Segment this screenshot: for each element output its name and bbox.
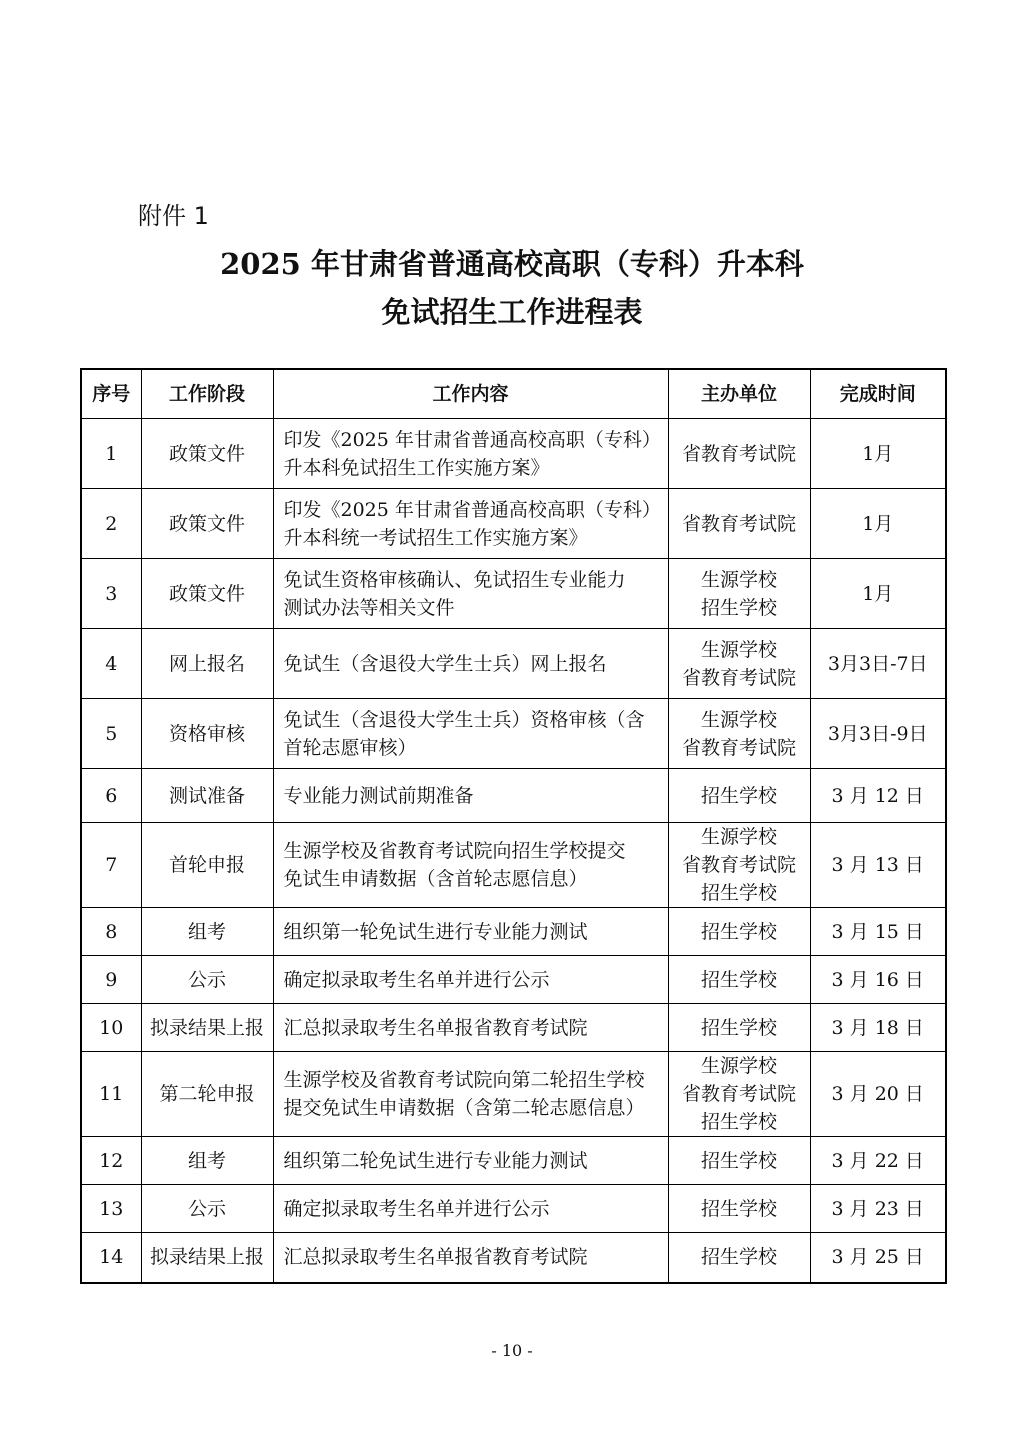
cell-no: 7 bbox=[81, 823, 141, 908]
cell-no: 12 bbox=[81, 1137, 141, 1185]
table-row bbox=[81, 1233, 946, 1283]
content-line: 免试生（含退役大学生士兵）网上报名 bbox=[283, 652, 607, 675]
table-row bbox=[81, 489, 946, 559]
cell-no: 10 bbox=[81, 1004, 141, 1052]
organizer-line: 招生学校 bbox=[700, 968, 777, 991]
cell-content bbox=[273, 1137, 668, 1185]
cell-organizer bbox=[668, 956, 810, 1004]
cell-deadline: 3 月 22 日 bbox=[810, 1137, 946, 1185]
cell-no: 5 bbox=[81, 699, 141, 769]
cell-content bbox=[273, 489, 668, 559]
header-organizer: 主办单位 bbox=[668, 369, 810, 419]
organizer-line: 省教育考试院 bbox=[681, 854, 796, 876]
cell-organizer bbox=[668, 1185, 810, 1233]
content-line: 汇总拟录取考生名单报省教育考试院 bbox=[283, 1016, 588, 1039]
cell-deadline: 1月 bbox=[810, 419, 946, 489]
table-row bbox=[81, 699, 946, 769]
organizer-line: 生源学校 bbox=[700, 638, 777, 661]
table-row bbox=[81, 1052, 946, 1137]
cell-content bbox=[273, 629, 668, 699]
table-row bbox=[81, 769, 946, 823]
cell-content bbox=[273, 769, 668, 823]
table-row bbox=[81, 823, 946, 908]
organizer-line: 招生学校 bbox=[700, 1149, 777, 1172]
cell-no: 8 bbox=[81, 908, 141, 956]
cell-organizer bbox=[668, 769, 810, 823]
title-line-2: 免试招生工作进程表 bbox=[381, 295, 643, 329]
organizer-line: 招生学校 bbox=[700, 1197, 777, 1220]
content-line: 确定拟录取考生名单并进行公示 bbox=[283, 1197, 550, 1220]
content-line: 确定拟录取考生名单并进行公示 bbox=[283, 968, 550, 991]
cell-stage: 拟录结果上报 bbox=[141, 1233, 273, 1283]
cell-content bbox=[273, 823, 668, 908]
content-line: 组织第二轮免试生进行专业能力测试 bbox=[283, 1149, 588, 1172]
cell-deadline: 3月3日-7日 bbox=[810, 629, 946, 699]
cell-stage: 组考 bbox=[141, 908, 273, 956]
cell-deadline: 3 月 13 日 bbox=[810, 823, 946, 908]
content-line: 汇总拟录取考生名单报省教育考试院 bbox=[283, 1246, 588, 1269]
header-stage: 工作阶段 bbox=[141, 369, 273, 419]
cell-organizer bbox=[668, 1137, 810, 1185]
cell-stage: 公示 bbox=[141, 1185, 273, 1233]
content-line: 免试生申请数据（含首轮志愿信息） bbox=[283, 868, 588, 890]
page-number: - 10 - bbox=[491, 1341, 533, 1360]
cell-deadline: 3 月 25 日 bbox=[810, 1233, 946, 1283]
cell-deadline: 3 月 16 日 bbox=[810, 956, 946, 1004]
cell-content bbox=[273, 1185, 668, 1233]
table-row bbox=[81, 419, 946, 489]
organizer-line: 招生学校 bbox=[700, 784, 777, 807]
cell-organizer bbox=[668, 1004, 810, 1052]
cell-stage: 网上报名 bbox=[141, 629, 273, 699]
organizer-line: 生源学校 bbox=[700, 708, 777, 731]
cell-organizer bbox=[668, 1052, 810, 1137]
cell-content bbox=[273, 419, 668, 489]
cell-deadline: 1月 bbox=[810, 489, 946, 559]
content-line: 生源学校及省教育考试院向招生学校提交 bbox=[283, 840, 626, 862]
table-row bbox=[81, 956, 946, 1004]
cell-deadline: 3 月 20 日 bbox=[810, 1052, 946, 1137]
title-line-1: 2025 年甘肃省普通高校高职（专科）升本科 bbox=[220, 247, 804, 281]
cell-stage: 测试准备 bbox=[141, 769, 273, 823]
organizer-line: 招生学校 bbox=[700, 596, 777, 619]
cell-deadline: 1月 bbox=[810, 559, 946, 629]
table-row bbox=[81, 559, 946, 629]
cell-organizer bbox=[668, 559, 810, 629]
cell-stage: 公示 bbox=[141, 956, 273, 1004]
cell-stage: 政策文件 bbox=[141, 419, 273, 489]
cell-stage: 资格审核 bbox=[141, 699, 273, 769]
cell-content bbox=[273, 908, 668, 956]
content-line: 免试生（含退役大学生士兵）资格审核（含 bbox=[283, 708, 645, 731]
schedule-table bbox=[80, 368, 947, 1284]
table-row bbox=[81, 908, 946, 956]
cell-no: 9 bbox=[81, 956, 141, 1004]
content-line: 印发《2025 年甘肃省普通高校高职（专科） bbox=[283, 428, 661, 451]
cell-deadline: 3 月 15 日 bbox=[810, 908, 946, 956]
content-line: 专业能力测试前期准备 bbox=[283, 784, 474, 807]
cell-no: 2 bbox=[81, 489, 141, 559]
organizer-line: 招生学校 bbox=[700, 920, 777, 943]
cell-organizer bbox=[668, 419, 810, 489]
cell-stage: 拟录结果上报 bbox=[141, 1004, 273, 1052]
cell-content bbox=[273, 1233, 668, 1283]
content-line: 免试生资格审核确认、免试招生专业能力 bbox=[283, 568, 626, 591]
organizer-line: 招生学校 bbox=[700, 1246, 777, 1269]
table-row bbox=[81, 1185, 946, 1233]
organizer-line: 招生学校 bbox=[700, 1111, 777, 1133]
organizer-line: 生源学校 bbox=[700, 826, 777, 848]
organizer-line: 生源学校 bbox=[700, 568, 777, 591]
organizer-line: 省教育考试院 bbox=[681, 736, 796, 759]
cell-content bbox=[273, 699, 668, 769]
organizer-line: 省教育考试院 bbox=[681, 666, 796, 689]
organizer-line: 省教育考试院 bbox=[681, 442, 796, 465]
cell-content bbox=[273, 1004, 668, 1052]
cell-stage: 首轮申报 bbox=[141, 823, 273, 908]
organizer-line: 生源学校 bbox=[700, 1055, 777, 1077]
cell-deadline: 3月3日-9日 bbox=[810, 699, 946, 769]
content-line: 提交免试生申请数据（含第二轮志愿信息） bbox=[283, 1097, 645, 1119]
table-row bbox=[81, 1004, 946, 1052]
table-row bbox=[81, 1137, 946, 1185]
cell-organizer bbox=[668, 699, 810, 769]
table-row bbox=[81, 629, 946, 699]
cell-organizer bbox=[668, 1233, 810, 1283]
attachment-label: 附件 1 bbox=[138, 202, 209, 230]
cell-deadline: 3 月 23 日 bbox=[810, 1185, 946, 1233]
cell-content bbox=[273, 559, 668, 629]
document-title bbox=[0, 240, 1024, 336]
table-header-row bbox=[81, 369, 946, 419]
organizer-line: 省教育考试院 bbox=[681, 512, 796, 535]
cell-deadline: 3 月 12 日 bbox=[810, 769, 946, 823]
cell-stage: 政策文件 bbox=[141, 489, 273, 559]
cell-stage: 政策文件 bbox=[141, 559, 273, 629]
cell-organizer bbox=[668, 908, 810, 956]
header-deadline: 完成时间 bbox=[810, 369, 946, 419]
cell-no: 1 bbox=[81, 419, 141, 489]
content-line: 组织第一轮免试生进行专业能力测试 bbox=[283, 920, 588, 943]
content-line: 生源学校及省教育考试院向第二轮招生学校 bbox=[283, 1069, 645, 1091]
cell-no: 11 bbox=[81, 1052, 141, 1137]
cell-no: 6 bbox=[81, 769, 141, 823]
content-line: 印发《2025 年甘肃省普通高校高职（专科） bbox=[283, 498, 661, 521]
header-no: 序号 bbox=[81, 369, 141, 419]
cell-content bbox=[273, 1052, 668, 1137]
content-line: 升本科免试招生工作实施方案》 bbox=[283, 456, 550, 479]
organizer-line: 招生学校 bbox=[700, 882, 777, 904]
cell-no: 4 bbox=[81, 629, 141, 699]
cell-organizer bbox=[668, 823, 810, 908]
header-content: 工作内容 bbox=[273, 369, 668, 419]
cell-no: 13 bbox=[81, 1185, 141, 1233]
content-line: 升本科统一考试招生工作实施方案》 bbox=[283, 526, 588, 549]
cell-no: 3 bbox=[81, 559, 141, 629]
table-body bbox=[81, 419, 946, 1283]
cell-organizer bbox=[668, 629, 810, 699]
content-line: 测试办法等相关文件 bbox=[283, 596, 455, 619]
cell-stage: 第二轮申报 bbox=[141, 1052, 273, 1137]
cell-deadline: 3 月 18 日 bbox=[810, 1004, 946, 1052]
organizer-line: 招生学校 bbox=[700, 1016, 777, 1039]
cell-content bbox=[273, 956, 668, 1004]
cell-organizer bbox=[668, 489, 810, 559]
content-line: 首轮志愿审核） bbox=[283, 736, 417, 759]
organizer-line: 省教育考试院 bbox=[681, 1083, 796, 1105]
cell-no: 14 bbox=[81, 1233, 141, 1283]
cell-stage: 组考 bbox=[141, 1137, 273, 1185]
